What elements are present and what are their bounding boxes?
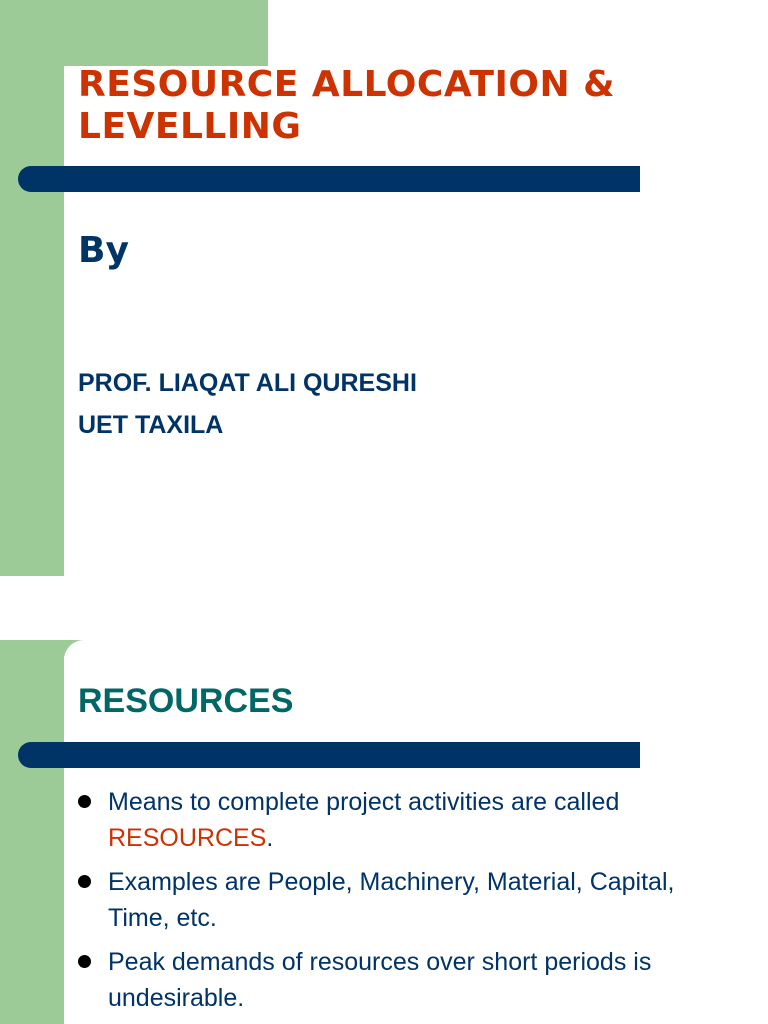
title-divider-bar bbox=[18, 166, 640, 192]
slide-title: RESOURCE ALLOCATION & LEVELLING bbox=[78, 64, 615, 147]
bullet-item bbox=[76, 864, 696, 936]
author-block bbox=[78, 362, 417, 446]
bullet-item bbox=[76, 944, 696, 1016]
author-organization: UET TAXILA bbox=[78, 411, 224, 439]
author-name: PROF. LIAQAT ALI QURESHI bbox=[78, 369, 417, 397]
highlight-term: RESOURCES bbox=[108, 824, 267, 852]
green-sidebar bbox=[0, 0, 64, 576]
title-divider-bar bbox=[18, 742, 640, 768]
bullet-list bbox=[76, 784, 696, 1024]
bullet-dot-icon bbox=[78, 875, 91, 888]
bullet-dot-icon bbox=[78, 955, 91, 968]
by-label: By bbox=[78, 230, 129, 271]
bullet-text: Examples are People, Machinery, Material, Capital, Time, etc. bbox=[108, 868, 675, 932]
bullet-text-end: . bbox=[266, 824, 274, 852]
slide-2 bbox=[0, 640, 768, 1024]
bullet-item bbox=[76, 784, 696, 856]
title-panel bbox=[64, 640, 268, 680]
green-sidebar bbox=[0, 640, 64, 1024]
bullet-text: Peak demands of resources over short periods is undesirable. bbox=[108, 948, 652, 1012]
slide-title: RESOURCES bbox=[78, 682, 294, 720]
bullet-dot-icon bbox=[78, 795, 91, 808]
bullet-text: Means to complete project activities are called bbox=[108, 788, 620, 816]
green-top-block bbox=[0, 0, 268, 66]
